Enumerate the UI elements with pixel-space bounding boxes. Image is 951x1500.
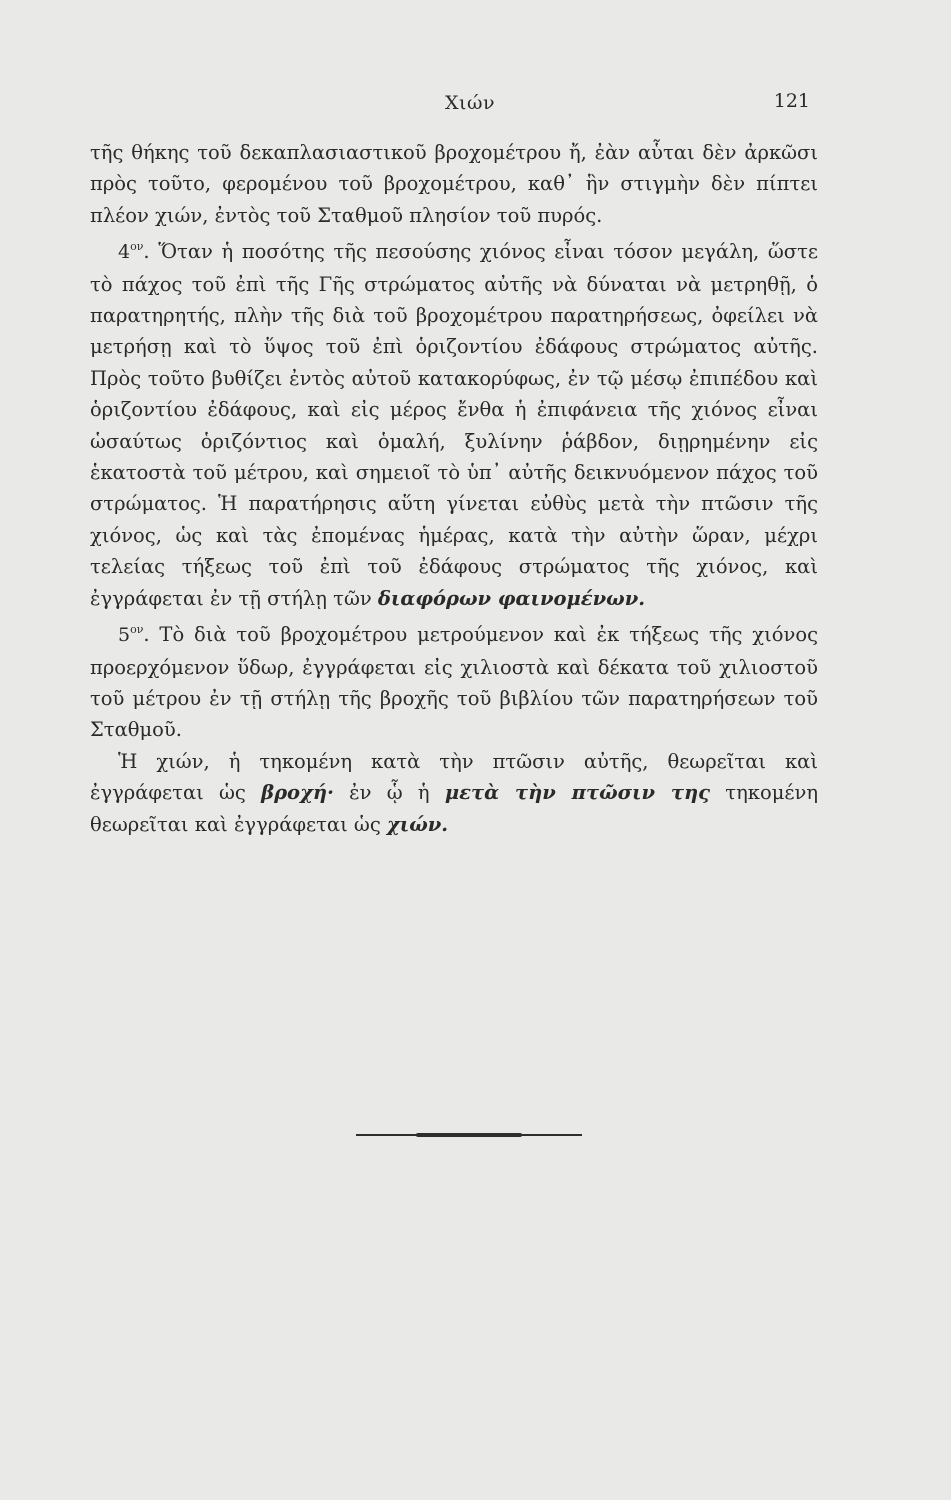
paragraph-1-text: τῆς θήκης τοῦ δεκαπλασιαστικοῦ βροχομέτρου ἤ, ἐὰν αὗται δὲν ἀρκῶσι πρὸς τοῦτο, φερομένου τοῦ βροχομέτρου, καθ᾽ ἣν στιγμὴν δὲν πίπτει πλέον χιών, ἐντὸς τοῦ Σταθμοῦ πλησίον τοῦ πυρός. <box>90 141 818 227</box>
paragraph-3-number <box>118 624 143 646</box>
paragraph-3-num: 5 <box>118 624 131 647</box>
paragraph-4 <box>90 746 818 840</box>
paragraph-2 <box>90 231 818 614</box>
paragraph-1 <box>90 137 818 231</box>
page-number: 121 <box>773 90 810 112</box>
section-end-rule <box>356 1134 582 1136</box>
paragraph-2-text: . Ὅταν ἡ ποσότης τῆς πεσούσης χιόνος εἶναι τόσον μεγάλη, ὥστε τὸ πάχος τοῦ ἐπὶ τῆς Γῆς στρώματος αὐτῆς νὰ δύναται νὰ μετρηθῇ, ὁ παρατηρητής, πλὴν τῆς διὰ τοῦ βροχομέτρου παρατηρήσεως, ὀφείλει νὰ μετρήσῃ καὶ τὸ ὕψος τοῦ ἐπὶ ὁριζοντίου ἐδάφους στρώματος αὐτῆς. Πρὸς τοῦτο βυθίζει ἐντὸς αὐτοῦ κατακορύφως, ἐν τῷ μέσῳ ἐπιπέδου καὶ ὁριζοντίου ἐδάφους, καὶ εἰς μέρος ἔνθα ἡ ἐπιφάνεια τῆς χιόνος εἶναι ὡσαύτως ὁριζόντιος καὶ ὁμαλή, ξυλίνην ῥάβδον, διῃρημένην εἰς ἑκατοστὰ τοῦ μέτρου, καὶ σημειοῖ τὸ ὑπ᾽ αὐτῆς δεικνυόμενον πάχος τοῦ στρώματος. Ἡ παρατήρησις αὕτη γίνεται εὐθὺς μετὰ τὴν πτῶσιν τῆς χιόνος, ὡς καὶ τὰς ἐπομένας ἡμέρας, κατὰ τὴν αὐτὴν ὥραν, μέχρι τελείας τήξεως τοῦ ἐπὶ τοῦ ἐδάφους στρώματος τῆς χιόνος, καὶ ἐγγράφεται ἐν τῇ στήλῃ τῶν <box>90 240 818 610</box>
paragraph-4-emphasis-2: μετὰ τὴν πτῶσιν της <box>444 781 711 805</box>
paragraph-2-num: 4 <box>118 241 131 264</box>
body-text <box>90 137 818 840</box>
paragraph-4-emphasis-1: βροχή· <box>261 781 334 805</box>
running-head: Χιών <box>444 92 496 114</box>
paragraph-3-num-sup: ον <box>130 623 144 637</box>
paragraph-3-text: . Τὸ διὰ τοῦ βροχομέτρου μετρούμενον καὶ ἐκ τήξεως τῆς χιόνος προερχόμενον ὕδωρ, ἐγγράφεται εἰς χιλιοστὰ καὶ δέκατα τοῦ χιλιοστοῦ τοῦ μέτρου ἐν τῇ στήλῃ τῆς βροχῆς τοῦ βιβλίου τῶν παρατηρήσεων τοῦ Σταθμοῦ. <box>90 623 818 742</box>
paragraph-2-emphasis: διαφόρων φαινομένων. <box>377 586 646 610</box>
paragraph-4-part-1: Ἡ χιών, ἡ τηκομένη κατὰ τὴν πτῶσιν αὐτῆς, θεωρεῖται καὶ ἐγγράφεται ὡς <box>90 749 818 805</box>
paragraph-3 <box>90 614 818 746</box>
paragraph-2-number <box>118 241 143 263</box>
paragraph-2-num-sup: ον <box>130 240 144 254</box>
paragraph-4-part-2: ἐν ᾧ ἡ <box>349 781 430 805</box>
paragraph-4-emphasis-3: χιών. <box>386 812 449 836</box>
paragraph-4-part-3: τηκομένη θεωρεῖται καὶ ἐγγράφεται ὡς <box>90 781 819 836</box>
